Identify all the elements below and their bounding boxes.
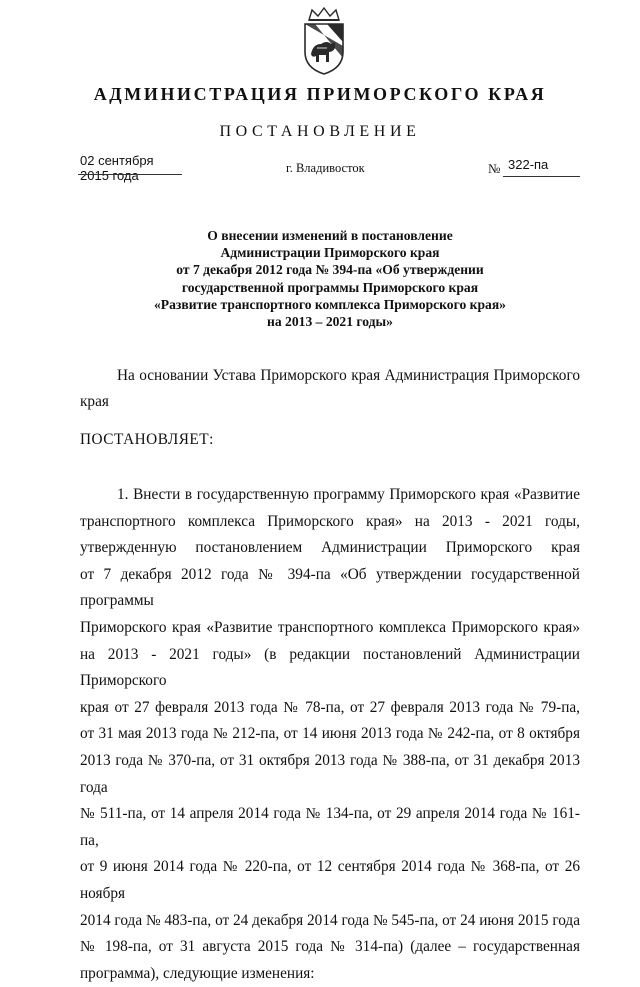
date-underline	[78, 174, 182, 175]
document-title	[80, 227, 580, 330]
title-line: Администрации Приморского края	[220, 245, 440, 261]
text-line: 2013 года № 370-па, от 31 октября 2013 года № 388-па, от 31 декабря 2013 года	[80, 751, 580, 796]
text-line: 1. Внести в государственную программу Приморского края «Развитие	[117, 486, 580, 503]
text-line: № 198-па, от 31 августа 2015 года № 314-па) (далее – государственная	[80, 938, 580, 956]
title-line: «Развитие транспортного комплекса Приморского края»	[154, 296, 506, 312]
text-line: края	[80, 393, 109, 410]
text-line: программа), следующие изменения:	[80, 964, 315, 982]
document-type: ПОСТАНОВЛЕНИЕ	[219, 123, 421, 140]
text-line: края от 27 февраля 2013 года № 78-па, от 27 февраля 2013 года № 79-па,	[80, 698, 580, 716]
coat-of-arms-icon	[297, 6, 351, 76]
title-line: О внесении изменений в постановление	[207, 228, 453, 243]
text-line: от 9 июня 2014 года № 220-па, от 12 сентября 2014 года № 368-па, от 26 ноября	[80, 858, 580, 902]
document-number: 322-па	[508, 157, 549, 172]
text-line: от 31 мая 2013 года № 212-па, от 14 июня 2013 года № 242-па, от 8 октября	[80, 725, 580, 743]
text-line: На основании Устава Приморского края Администрация Приморского	[117, 367, 580, 384]
text-line: 2014 года № 483-па, от 24 декабря 2014 года № 545-па, от 24 июня 2015 года	[80, 911, 580, 929]
text-line: утвержденную постановлением Администрации Приморского края	[80, 539, 580, 557]
basis-paragraph	[80, 363, 580, 415]
text-line: Приморского края «Развитие транспортного комплекса Приморского края»	[80, 618, 580, 636]
document-city: г. Владивосток	[286, 161, 365, 175]
text-line: транспортного комплекса Приморского края» на 2013 - 2021 годы,	[80, 512, 580, 530]
number-label: №	[488, 161, 501, 176]
text-line: № 511-па, от 14 апреля 2014 года № 134-па, от 29 апреля 2014 года № 161-па,	[80, 805, 580, 849]
organization-name: АДМИНИСТРАЦИЯ ПРИМОРСКОГО КРАЯ	[93, 84, 547, 104]
main-paragraph	[80, 482, 580, 987]
document-date: 02 сентября 2015 года	[80, 153, 154, 183]
number-underline	[503, 176, 580, 177]
title-line: государственной программы Приморского края	[181, 279, 479, 295]
title-line: на 2013 – 2021 годы»	[267, 314, 393, 330]
text-line: от 7 декабря 2012 года № 394-па «Об утверждении государственной программы	[80, 565, 580, 610]
title-line: от 7 декабря 2012 года № 394-па «Об утверждении	[176, 262, 484, 278]
text-line: на 2013 - 2021 годы» (в редакции постановлений Администрации Приморского	[80, 645, 580, 690]
decree-word: ПОСТАНОВЛЯЕТ:	[80, 431, 214, 448]
